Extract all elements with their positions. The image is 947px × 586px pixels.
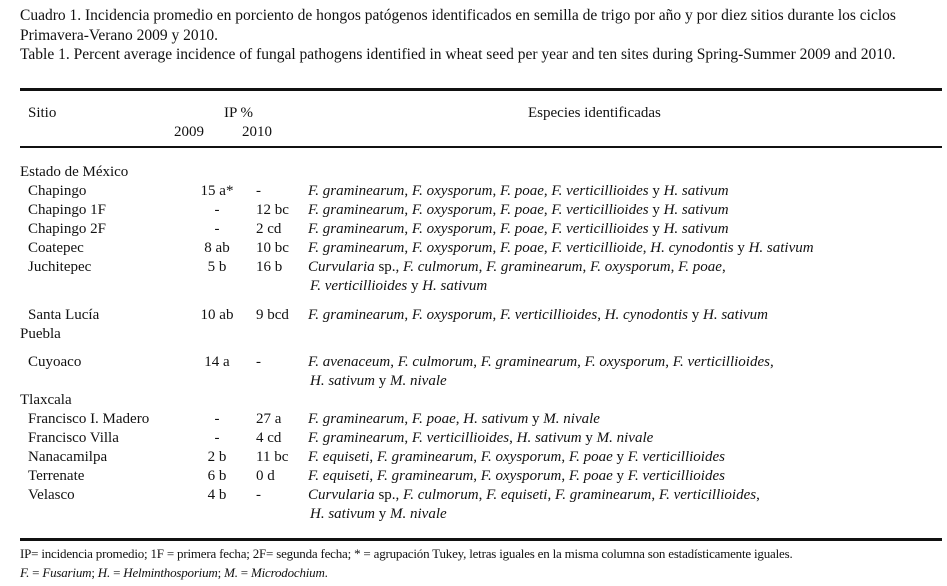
- species-name: F. graminearum: [308, 411, 405, 427]
- species-separator: ,: [369, 468, 377, 484]
- species-name: F. verticillioides: [411, 430, 510, 446]
- ip-2009: [178, 505, 256, 524]
- species-separator: ,: [670, 259, 679, 275]
- species-name: F. graminearum: [308, 430, 405, 446]
- species-name: F. oxysporum: [411, 183, 493, 199]
- species-list: [308, 486, 942, 505]
- table-row-continuation: [20, 505, 942, 524]
- species-name: H. cynodontis: [650, 240, 734, 256]
- species-list: [308, 505, 942, 524]
- species-name: F. verticillioide: [551, 240, 643, 256]
- species-name: H. sativum: [516, 430, 582, 446]
- site-name: [20, 372, 178, 391]
- species-separator: ,: [642, 240, 651, 256]
- species-separator: ;: [91, 565, 98, 580]
- species-name: F. graminearum: [308, 307, 405, 323]
- species-name: F. poae: [678, 259, 722, 275]
- species-list: [308, 306, 942, 325]
- species-name: F. graminearum: [308, 183, 405, 199]
- table-row: [20, 182, 942, 201]
- species-separator: ,: [597, 307, 605, 323]
- species-separator: .: [324, 565, 328, 580]
- species-list: [308, 410, 942, 429]
- site-name: [20, 505, 178, 524]
- species-separator: y: [528, 411, 544, 427]
- species-name: F. oxysporum: [411, 221, 493, 237]
- table-row: [20, 410, 942, 429]
- species-name: F. poae: [499, 221, 544, 237]
- site-name: Francisco Villa: [28, 430, 119, 446]
- species-separator: ,: [404, 240, 412, 256]
- species-name: F. verticillioides: [499, 307, 598, 323]
- species-separator: ,: [577, 354, 585, 370]
- species-separator: y: [612, 468, 628, 484]
- ip-2010: 27 a: [256, 411, 282, 427]
- ip-2010: -: [256, 354, 261, 370]
- species-name: H. sativum: [663, 221, 729, 237]
- site-name: Juchitepec: [28, 259, 92, 275]
- ip-2009: -: [214, 411, 220, 427]
- ip-2009: 14 a: [204, 354, 230, 370]
- species-separator: ,: [404, 307, 412, 323]
- species-separator: ,: [665, 354, 673, 370]
- species-separator: y: [375, 373, 390, 389]
- species-separator: ,: [769, 354, 774, 370]
- species-separator: ,: [404, 411, 412, 427]
- species-name: F. poae: [499, 202, 544, 218]
- species-name: F. graminearum: [376, 468, 474, 484]
- species-list: [308, 258, 942, 277]
- footnotes: [20, 544, 793, 582]
- species-name: F. poae: [568, 449, 613, 465]
- species-separator: =: [29, 565, 43, 580]
- species-separator: ,: [492, 183, 500, 199]
- species-separator: ;: [217, 565, 225, 580]
- species-name: F. verticillioides: [672, 354, 770, 370]
- table-row: [20, 258, 942, 277]
- species-list: [308, 277, 942, 296]
- species-separator: ,: [492, 240, 500, 256]
- state-row: [20, 391, 942, 410]
- species-name: F. graminearum: [480, 354, 578, 370]
- species-name: Fusarium: [42, 565, 92, 580]
- species-name: F. equiseti: [486, 487, 548, 503]
- ip-2009: 8 ab: [204, 240, 230, 256]
- species-name: F. oxysporum: [590, 259, 671, 275]
- footnote-abbreviations: IP= incidencia promedio; 1F = primera fecha; 2F= segunda fecha; * = agrupación Tukey, letras iguales en la misma columna son estadísticamente iguales.: [20, 546, 793, 561]
- species-name: F.: [20, 565, 30, 580]
- species-name: F. poae: [499, 240, 544, 256]
- ip-2010: 4 cd: [256, 430, 282, 446]
- species-name: F. graminearum: [554, 487, 652, 503]
- site-name: Cuyoaco: [28, 354, 82, 370]
- species-name: F. oxysporum: [411, 307, 493, 323]
- ip-2010: 11 bc: [256, 449, 289, 465]
- species-separator: ,: [756, 487, 760, 503]
- ip-2009: -: [214, 221, 220, 237]
- ip-2009: 15 a*: [200, 183, 234, 199]
- ip-2010: 10 bc: [256, 240, 289, 256]
- table-row: [20, 353, 942, 372]
- species-list: [308, 182, 942, 201]
- site-name: [20, 277, 178, 296]
- ip-2010: 12 bc: [256, 202, 289, 218]
- species-name: Curvularia: [308, 259, 375, 275]
- ip-2009: 4 b: [207, 487, 227, 503]
- species-name: H. sativum: [422, 278, 488, 294]
- species-name: F. graminearum: [308, 240, 405, 256]
- species-name: F. graminearum: [486, 259, 583, 275]
- species-list: [308, 372, 942, 391]
- header-site: Sitio: [28, 105, 57, 121]
- species-separator: =: [110, 565, 124, 580]
- ip-2010: [256, 505, 308, 524]
- species-list: [308, 429, 942, 448]
- species-separator: ,: [404, 183, 412, 199]
- species-list: [308, 201, 942, 220]
- species-separator: ,: [473, 449, 481, 465]
- species-separator: y: [648, 183, 664, 199]
- site-name: Velasco: [28, 487, 75, 503]
- ip-2009: 5 b: [207, 259, 227, 275]
- table-row: [20, 201, 942, 220]
- species-name: F. verticillioides: [627, 449, 725, 465]
- table-row-continuation: [20, 372, 942, 391]
- header-species: Especies identificadas: [528, 105, 661, 121]
- species-separator: ,: [492, 307, 500, 323]
- species-separator: ,: [721, 259, 726, 275]
- species-name: H. sativum: [310, 506, 375, 522]
- species-separator: ,: [473, 468, 481, 484]
- ip-2009: -: [214, 202, 220, 218]
- table-row: [20, 486, 942, 505]
- table-row-continuation: [20, 277, 942, 296]
- species-name: F. verticillioides: [658, 487, 757, 503]
- site-name: Nanacamilpa: [28, 449, 108, 465]
- species-name: F. poae: [568, 468, 613, 484]
- species-name: F. verticillioides: [551, 221, 649, 237]
- species-separator: y: [688, 307, 704, 323]
- species-separator: y: [648, 202, 664, 218]
- ip-2010: 9 bcd: [256, 307, 289, 323]
- species-name: H. sativum: [663, 183, 729, 199]
- species-name: M. nivale: [390, 373, 447, 389]
- species-separator: y: [407, 278, 423, 294]
- species-name: F. graminearum: [308, 221, 405, 237]
- caption-spanish: Cuadro 1. Incidencia promedio en porciento de hongos patógenos identificados en semilla de trigo por año y por diez sitios durante los ciclos Primavera-Verano 2009 y 2010.: [20, 7, 896, 44]
- species-name: H. sativum: [463, 411, 529, 427]
- site-name: Chapingo 2F: [28, 221, 106, 237]
- species-separator: ,: [543, 202, 552, 218]
- ip-2009: -: [214, 430, 220, 446]
- table-caption: [20, 6, 942, 65]
- species-separator: y: [612, 449, 628, 465]
- header-2010: 2010: [242, 124, 272, 140]
- table-body: [20, 163, 942, 524]
- header-2009: 2009: [174, 124, 204, 140]
- species-name: F. culmorum: [403, 487, 479, 503]
- species-separator: sp.,: [374, 487, 404, 503]
- site-name: Terrenate: [28, 468, 85, 484]
- header-rule: [20, 146, 942, 148]
- species-name: H. sativum: [663, 202, 729, 218]
- caption-english: Table 1. Percent average incidence of fungal pathogens identified in wheat seed per year and ten sites during Spring-Summer 2009 and 2010.: [20, 46, 896, 63]
- ip-2010: 16 b: [256, 259, 283, 275]
- ip-2010: -: [256, 487, 261, 503]
- species-name: F. oxysporum: [480, 449, 562, 465]
- species-separator: y: [648, 221, 664, 237]
- state-row: [20, 325, 942, 344]
- species-separator: =: [237, 565, 251, 580]
- species-list: [308, 353, 942, 372]
- site-name: Chapingo: [28, 183, 87, 199]
- species-separator: ,: [492, 221, 500, 237]
- table-row: [20, 467, 942, 486]
- species-name: M.: [224, 565, 238, 580]
- top-rule: [20, 88, 942, 91]
- species-name: F. verticillioides: [551, 202, 649, 218]
- species-separator: ,: [561, 468, 569, 484]
- species-name: Helminthosporium: [123, 565, 218, 580]
- species-name: F. equiseti: [308, 449, 370, 465]
- state-name: Puebla: [20, 326, 61, 342]
- species-name: F. graminearum: [308, 202, 405, 218]
- species-name: Microdochium: [250, 565, 325, 580]
- species-list: [308, 220, 942, 239]
- species-separator: y: [733, 240, 749, 256]
- species-name: F. culmorum: [403, 259, 479, 275]
- species-separator: ,: [561, 449, 569, 465]
- state-row: [20, 163, 942, 182]
- species-list: [308, 239, 942, 258]
- species-name: F. oxysporum: [584, 354, 666, 370]
- state-name: Tlaxcala: [20, 392, 72, 408]
- species-name: F. oxysporum: [480, 468, 562, 484]
- bottom-rule: [20, 538, 942, 541]
- ip-2010: 2 cd: [256, 221, 282, 237]
- species-name: M. nivale: [596, 430, 654, 446]
- species-separator: y: [375, 506, 390, 522]
- species-list: [308, 448, 942, 467]
- species-separator: ,: [582, 259, 590, 275]
- state-name: Estado de México: [20, 164, 129, 180]
- species-name: F. poae: [499, 183, 544, 199]
- ip-2009: 6 b: [207, 468, 227, 484]
- species-name: F. avenaceum: [308, 354, 391, 370]
- species-name: H. sativum: [310, 373, 375, 389]
- species-separator: y: [581, 430, 597, 446]
- species-name: F. equiseti: [308, 468, 370, 484]
- species-name: F. culmorum: [397, 354, 474, 370]
- species-list: [308, 467, 942, 486]
- species-name: F. oxysporum: [411, 202, 493, 218]
- species-separator: ,: [509, 430, 517, 446]
- species-separator: ,: [478, 487, 487, 503]
- species-name: F. verticillioides: [627, 468, 725, 484]
- species-separator: ,: [390, 354, 398, 370]
- species-separator: ,: [478, 259, 487, 275]
- species-separator: ,: [369, 449, 377, 465]
- species-name: H. sativum: [748, 240, 814, 256]
- ip-2010: [256, 372, 308, 391]
- species-name: M. nivale: [390, 506, 447, 522]
- ip-2009: [178, 372, 256, 391]
- species-separator: ,: [455, 411, 464, 427]
- species-name: H.: [97, 565, 111, 580]
- species-name: H. sativum: [703, 307, 769, 323]
- ip-2009: [178, 277, 256, 296]
- header-ip: IP %: [224, 105, 254, 121]
- species-separator: ,: [651, 487, 659, 503]
- species-separator: ,: [543, 183, 552, 199]
- ip-2009: 10 ab: [200, 307, 234, 323]
- species-separator: ,: [473, 354, 481, 370]
- species-name: M. nivale: [543, 411, 600, 427]
- site-name: Santa Lucía: [28, 307, 100, 323]
- ip-2010: 0 d: [256, 468, 275, 484]
- species-name: H. cynodontis: [604, 307, 689, 323]
- species-separator: sp.,: [374, 259, 404, 275]
- species-name: F. oxysporum: [411, 240, 493, 256]
- species-name: Curvularia: [308, 487, 375, 503]
- species-separator: ,: [543, 240, 552, 256]
- species-separator: ,: [404, 430, 412, 446]
- ip-2010: [256, 277, 308, 296]
- species-separator: ,: [543, 221, 552, 237]
- species-separator: ,: [404, 202, 412, 218]
- ip-2009: 2 b: [207, 449, 227, 465]
- site-name: Coatepec: [28, 240, 84, 256]
- species-separator: ,: [404, 221, 412, 237]
- species-separator: ,: [492, 202, 500, 218]
- species-name: F. verticillioides: [551, 183, 649, 199]
- site-name: Chapingo 1F: [28, 202, 106, 218]
- species-name: F. graminearum: [376, 449, 474, 465]
- species-name: F. verticillioides: [310, 278, 408, 294]
- species-name: F. poae: [411, 411, 456, 427]
- site-name: Francisco I. Madero: [28, 411, 150, 427]
- table-row: [20, 448, 942, 467]
- footnote-genera: [20, 563, 793, 582]
- table-row: [20, 429, 942, 448]
- table-row: [20, 220, 942, 239]
- species-separator: ,: [547, 487, 555, 503]
- ip-2010: -: [256, 183, 261, 199]
- table-row: [20, 239, 942, 258]
- table-row: [20, 306, 942, 325]
